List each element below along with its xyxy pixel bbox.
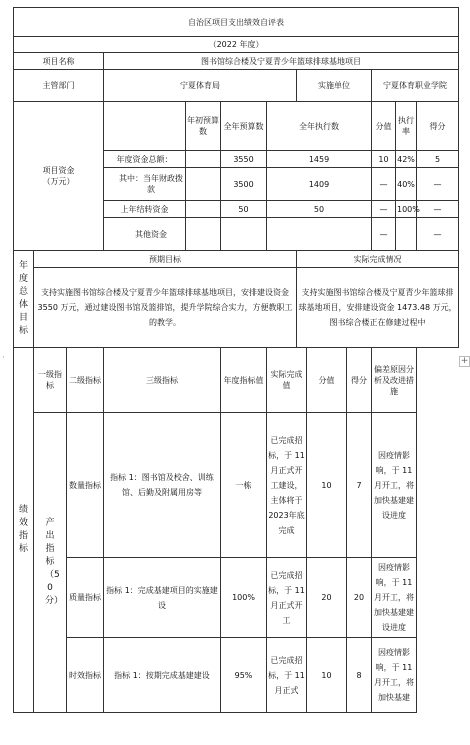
fund-row-full: 3500	[221, 168, 267, 201]
fund-row-score: —	[372, 168, 396, 201]
hdr-score: 分值	[307, 348, 347, 413]
fund-row-points: —	[417, 218, 459, 251]
fund-row-score: 10	[372, 151, 396, 168]
fund-row-full	[221, 218, 267, 251]
dept-label: 主管部门	[14, 70, 104, 102]
fund-row-label: 上年结转资金	[104, 201, 186, 218]
indicator-points: 8	[347, 638, 372, 713]
hdr-reason: 偏差原因分析及改进措施	[372, 348, 417, 413]
col-initial-budget: 年初预算数	[186, 102, 221, 151]
expand-icon[interactable]: +	[460, 356, 469, 366]
target-value: 一栋	[221, 413, 267, 558]
project-name-label: 项目名称	[14, 53, 104, 70]
fund-row-full: 50	[221, 201, 267, 218]
hdr-actual: 实际完成值	[267, 348, 307, 413]
actual-value: 已完成招标，于 11 月正式开工建设，主体将于 2023年底完成	[267, 413, 307, 558]
target-value: 95%	[221, 638, 267, 713]
report-year: （2022 年度）	[14, 37, 459, 53]
hdr-lvl2: 二级指标	[67, 348, 104, 413]
left-edge-marker: ·	[2, 353, 5, 363]
col-exec-rate: 执行率	[396, 102, 417, 151]
actual-result-text: 支持实施图书馆综合楼及宁夏青少年篮球排球基地项目，安排建设资金 1473.48 万元，图书综合楼正在修建过程中	[297, 268, 459, 348]
fund-row-label: 其中：当年财政拨款	[104, 168, 186, 201]
hdr-target: 年度指标值	[221, 348, 267, 413]
indicator-score: 10	[307, 638, 347, 713]
expected-goal-text: 支持实施图书馆综合楼及宁夏青少年篮球排球基地项目，安排建设资金 3550 万元，通过建设图书馆及篮排馆，提升学院综合实力，方便教职工的教学。	[34, 268, 297, 348]
indicator-score: 20	[307, 558, 347, 638]
project-name-value: 图书馆综合楼及宁夏青少年篮球排球基地项目	[104, 53, 459, 70]
lvl2-indicator: 质量指标	[67, 558, 104, 638]
deviation-reason: 因疫情影响，于 11 月开工，将加快基建	[372, 638, 417, 713]
evaluation-table	[13, 7, 459, 713]
lvl3-indicator: 指标 1：图书馆及校舍、训练馆、后勤及附属用房等	[104, 413, 221, 558]
fund-row-initial	[186, 151, 221, 168]
lvl2-indicator: 时效指标	[67, 638, 104, 713]
lvl2-indicator: 数量指标	[67, 413, 104, 558]
lvl3-indicator: 指标 1：按期完成基建建设	[104, 638, 221, 713]
deviation-reason: 因疫情影响，于 11 月开工，将加快基建建设进度	[372, 558, 417, 638]
hdr-lvl1: 一级指标	[34, 348, 67, 413]
fund-row-points: —	[417, 168, 459, 201]
funds-blank-head	[104, 102, 186, 151]
fund-row-exec: 1459	[267, 151, 372, 168]
fund-row-initial	[186, 201, 221, 218]
fund-row-label: 年度资金总额：	[104, 151, 186, 168]
col-full-exec: 全年执行数	[267, 102, 372, 151]
impl-unit-value: 宁夏体育职业学院	[372, 70, 459, 102]
fund-row-score: —	[372, 201, 396, 218]
lvl1-output-indicator: 产出指标（50 分）	[34, 413, 67, 713]
indicators-side-label: 绩效指标	[14, 348, 34, 713]
fund-row-exec	[267, 218, 372, 251]
fund-row-points: —	[417, 201, 459, 218]
col-full-budget: 全年预算数	[221, 102, 267, 151]
actual-value: 已完成招标，于 11 月正式开工	[267, 558, 307, 638]
fund-row-rate	[396, 218, 417, 251]
fund-row-initial	[186, 218, 221, 251]
impl-unit-label: 实施单位	[297, 70, 372, 102]
col-points: 得分	[417, 102, 459, 151]
page-title: 自治区项目支出绩效自评表	[14, 8, 459, 37]
fund-row-exec: 50	[267, 201, 372, 218]
fund-row-rate: 42%	[396, 151, 417, 168]
fund-row-points: 5	[417, 151, 459, 168]
hdr-lvl3: 三级指标	[104, 348, 221, 413]
lvl3-indicator: 指标 1：完成基建项目的实施建设	[104, 558, 221, 638]
fund-row-exec: 1409	[267, 168, 372, 201]
fund-row-initial	[186, 168, 221, 201]
actual-result-header: 实际完成情况	[297, 251, 459, 268]
fund-row-rate: 40%	[396, 168, 417, 201]
deviation-reason: 因疫情影响，于 11 月开工，将加快基建建设进度	[372, 413, 417, 558]
indicator-score: 10	[307, 413, 347, 558]
fund-row-full: 3550	[221, 151, 267, 168]
goals-side-label: 年度总体目标	[14, 251, 34, 348]
fund-row-score: —	[372, 218, 396, 251]
actual-value: 已完成招标，于 11 月正式	[267, 638, 307, 713]
fund-row-rate: 100%	[396, 201, 417, 218]
indicator-points: 7	[347, 413, 372, 558]
fund-row-label: 其他资金	[104, 218, 186, 251]
target-value: 100%	[221, 558, 267, 638]
dept-value: 宁夏体育局	[104, 70, 297, 102]
indicator-points: 20	[347, 558, 372, 638]
col-score: 分值	[372, 102, 396, 151]
funds-label: 项目资金 （万元）	[14, 102, 104, 251]
expected-goal-header: 预期目标	[34, 251, 297, 268]
hdr-points: 得分	[347, 348, 372, 413]
